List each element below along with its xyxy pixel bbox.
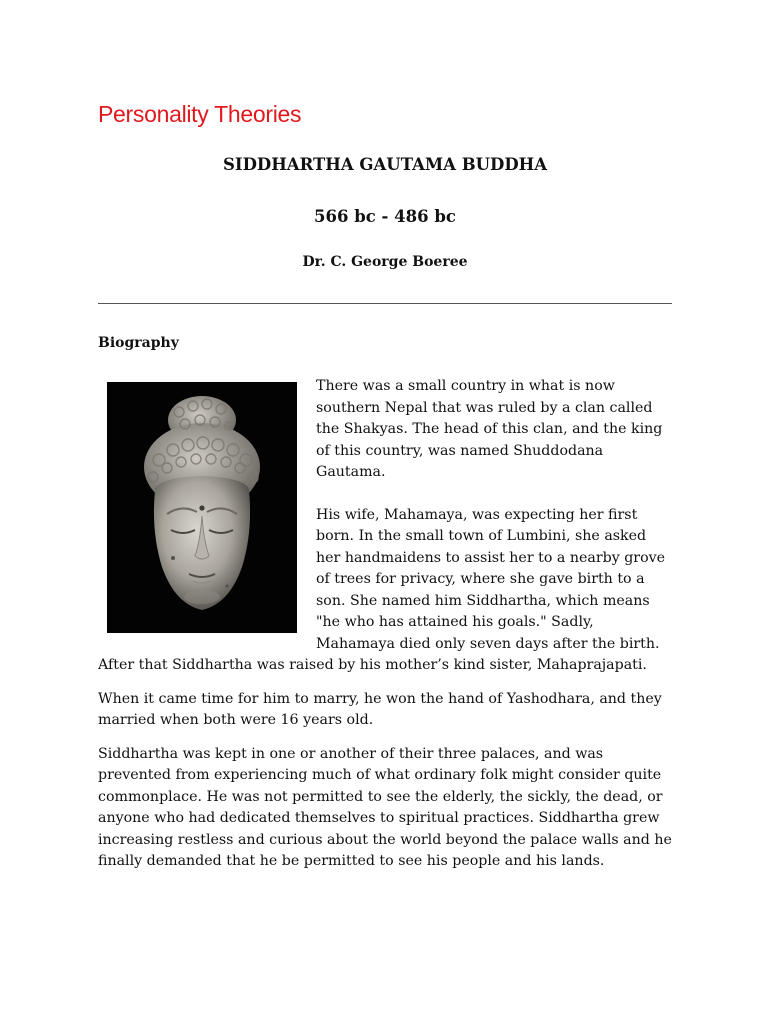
series-title: Personality Theories xyxy=(98,101,302,127)
paragraph-4: Siddhartha was kept in one or another of their three palaces, and was prevented from experiencing much of what ordinary folk might consider quite commonplace. He was not permitted to see the elderly, the sickly, the dead, or anyone who had dedicated themselves to spiritual practices. Siddhartha grew increasing restless and curious about the world beyond the palace walls and he finally demanded that he be permitted to see his people and his lands. xyxy=(98,745,672,869)
document-author: Dr. C. George Boeree xyxy=(302,254,468,270)
section-heading: Biography xyxy=(98,335,179,351)
paragraph-2: His wife, Mahamaya, was expecting her first born. In the small town of Lumbini, she asked her handmaidens to assist her to a nearby grove of trees for privacy, where she gave birth to a son. She named him Siddhartha, which means "he who has attained his goals." Sadly, Mahamaya died only seven days after the birth. After that Siddhartha was raised by his mother’s kind sister, Mahaprajapati. xyxy=(98,506,666,673)
document-dates: 566 bc - 486 bc xyxy=(314,207,456,226)
paragraph-3: When it came time for him to marry, he won the hand of Yashodhara, and they married when both were 16 years old. xyxy=(98,690,662,728)
document-title: SIDDHARTHA GAUTAMA BUDDHA xyxy=(222,155,548,174)
article-body xyxy=(98,376,672,894)
horizontal-divider xyxy=(98,303,672,304)
buddha-head-icon xyxy=(107,382,297,633)
paragraph-1: There was a small country in what is now southern Nepal that was ruled by a clan called the Shakyas. The head of this clan, and the king of this country, was named Shuddodana Gautama. xyxy=(316,378,663,480)
buddha-head-photo xyxy=(107,382,297,633)
